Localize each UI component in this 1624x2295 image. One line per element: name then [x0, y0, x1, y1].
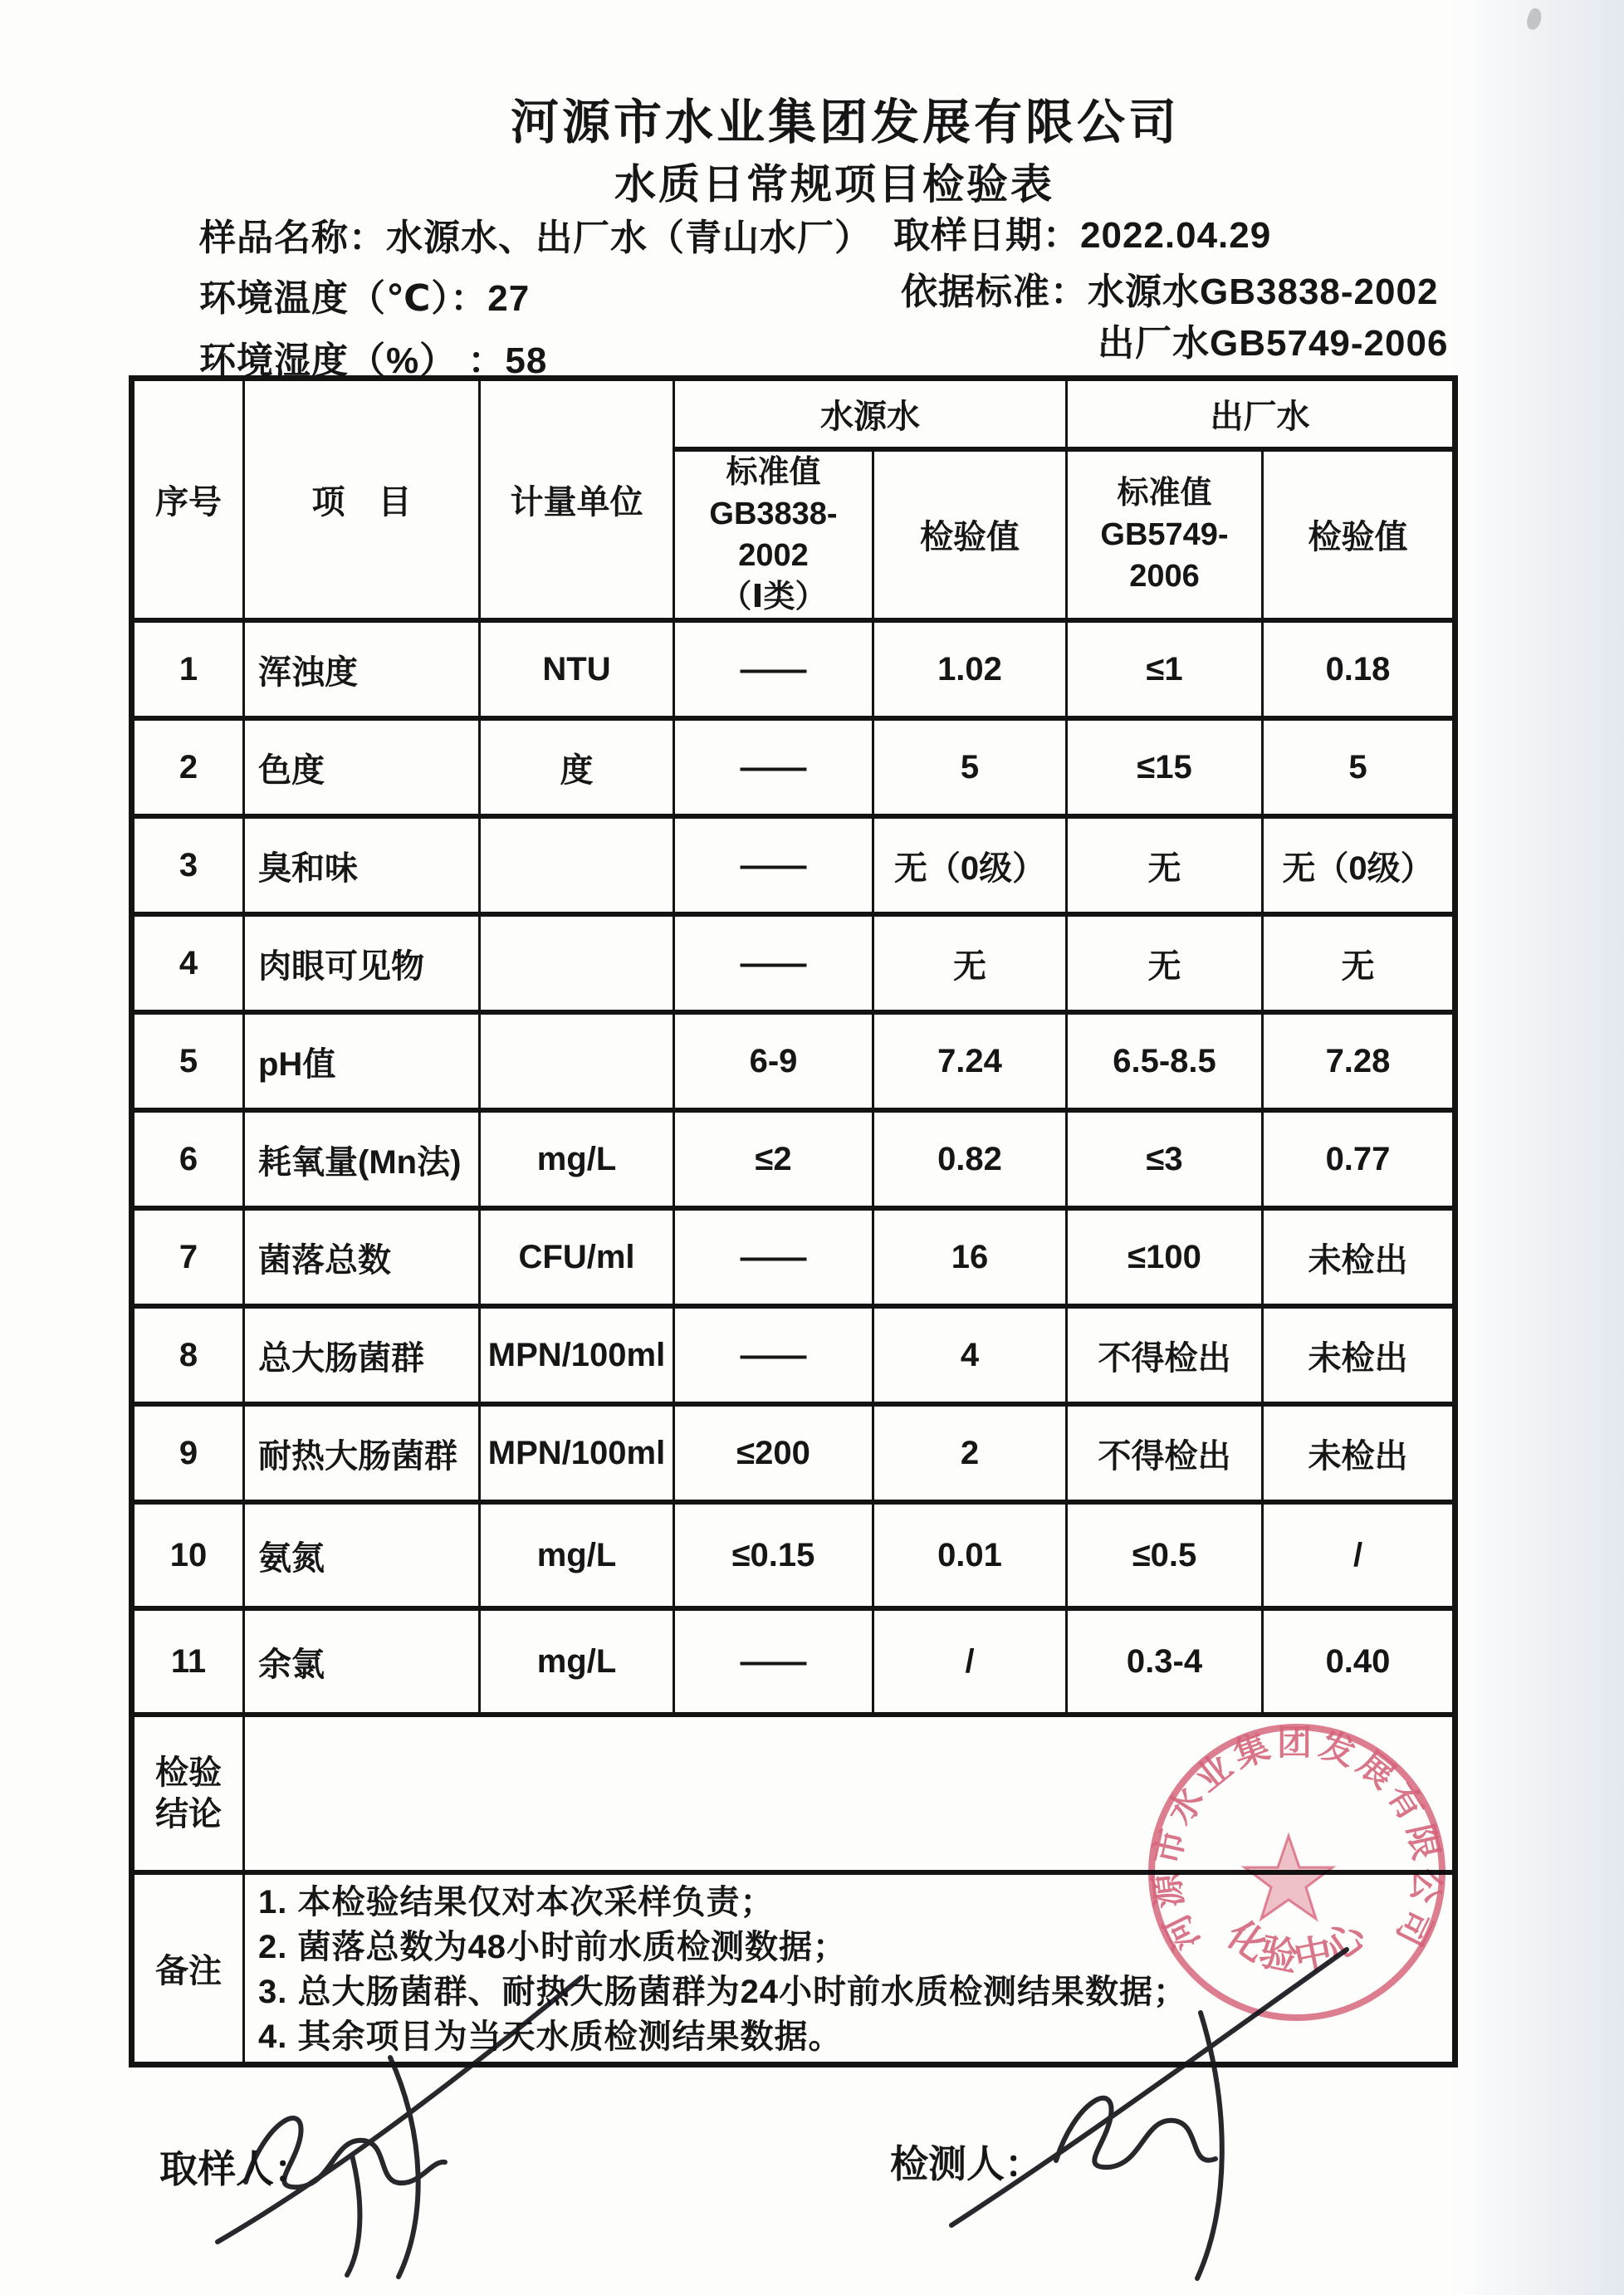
col-header-unit: 计量单位	[480, 379, 674, 621]
scan-shadow-right	[1450, 0, 1624, 2295]
remark-row	[132, 1872, 1455, 2064]
env-humidity-value: 58	[505, 340, 548, 381]
sampler-label: 取样人：	[159, 2147, 312, 2190]
sample-name-label: 样品名称：	[199, 218, 386, 258]
table-row	[132, 1404, 1455, 1502]
cell-fac_std: 6.5-8.5	[1067, 1012, 1263, 1110]
cell-fac_std: 不得检出	[1067, 1404, 1263, 1502]
cell-fac_val: 无	[1263, 914, 1455, 1012]
cell-no: 2	[132, 718, 244, 816]
conclusion-label	[132, 1715, 244, 1872]
cell-no: 9	[132, 1404, 244, 1502]
cell-src_val: /	[873, 1608, 1067, 1715]
cell-no: 1	[132, 620, 244, 718]
standard-source-value: 水源水GB3838-2002	[1088, 272, 1439, 312]
conclusion-row	[132, 1715, 1455, 1872]
cell-fac_std: ≤100	[1067, 1208, 1263, 1306]
stamp-ring-text: 河源市水业集团发展有限公司	[1146, 1722, 1448, 1957]
cell-fac_std: ≤0.5	[1067, 1502, 1263, 1608]
cell-fac_val: 未检出	[1263, 1306, 1455, 1404]
remark-line-1: 1. 本检验结果仅对本次采样负责；	[258, 1884, 775, 1921]
factory-standard-line2: GB5749-2006	[1100, 516, 1229, 594]
table-row	[132, 620, 1455, 718]
cell-unit: CFU/ml	[480, 1208, 674, 1306]
cell-src_std: ——	[674, 816, 873, 914]
env-temp-label: 环境温度（℃）：	[199, 278, 488, 319]
cell-fac_std: ≤15	[1067, 718, 1263, 816]
cell-src_std: ——	[674, 1208, 873, 1306]
conclusion-value-cell	[244, 1715, 1455, 1872]
table-body	[132, 620, 1455, 1715]
col-header-index: 序号	[132, 379, 244, 621]
table-row	[132, 718, 1455, 816]
cell-unit	[480, 816, 674, 914]
cell-fac_std: ≤1	[1067, 620, 1263, 718]
cell-unit	[480, 914, 674, 1012]
cell-src_val: 1.02	[873, 620, 1067, 718]
table-row	[132, 1208, 1455, 1306]
cell-item: pH值	[244, 1012, 480, 1110]
remark-cell	[244, 1872, 1455, 2064]
cell-unit: 度	[480, 718, 674, 816]
cell-fac_val: 0.40	[1263, 1608, 1455, 1715]
cell-src_std: ≤2	[674, 1110, 873, 1208]
cell-fac_std: ≤3	[1067, 1110, 1263, 1208]
cell-item: 余氯	[244, 1608, 480, 1715]
table-row	[132, 1306, 1455, 1404]
cell-fac_val: 0.77	[1263, 1110, 1455, 1208]
remark-line-4: 4. 其余项目为当天水质检测结果数据。	[258, 2019, 843, 2056]
cell-src_std: 6-9	[674, 1012, 873, 1110]
cell-src_val: 0.82	[873, 1110, 1067, 1208]
cell-item: 肉眼可见物	[244, 914, 480, 1012]
cell-item: 耗氧量(Mn法)	[244, 1110, 480, 1208]
cell-item: 臭和味	[244, 816, 480, 914]
cell-src_val: 0.01	[873, 1502, 1067, 1608]
cell-item: 色度	[244, 718, 480, 816]
cell-src_std: ——	[674, 914, 873, 1012]
standard-factory-value: 出厂水GB5749-2006	[1098, 323, 1449, 364]
table-row	[132, 816, 1455, 914]
cell-item: 耐热大肠菌群	[244, 1404, 480, 1502]
sampling-date-line	[893, 205, 1271, 258]
cell-unit: mg/L	[480, 1608, 674, 1715]
cell-src_std: ≤200	[674, 1404, 873, 1502]
cell-fac_val: 未检出	[1263, 1208, 1455, 1306]
cell-src_std: ——	[674, 1306, 873, 1404]
cell-unit: MPN/100ml	[480, 1404, 674, 1502]
cell-fac_std: 0.3-4	[1067, 1608, 1263, 1715]
factory-standard-line1: 标准值	[1117, 475, 1212, 511]
col-group-source-water: 水源水	[674, 379, 1067, 449]
col-header-factory-standard	[1067, 449, 1263, 621]
standard-label: 依据标准：	[901, 272, 1088, 312]
inspection-table	[129, 375, 1458, 2067]
cell-src_std: ——	[674, 1608, 873, 1715]
table-row	[132, 1608, 1455, 1715]
cell-unit: mg/L	[480, 1110, 674, 1208]
table-row	[132, 914, 1455, 1012]
cell-no: 7	[132, 1208, 244, 1306]
sample-name-line	[199, 208, 872, 261]
cell-fac_val: 无（0级）	[1263, 816, 1455, 914]
scan-artifact	[1524, 7, 1543, 32]
cell-src_val: 无	[873, 914, 1067, 1012]
cell-unit: mg/L	[480, 1502, 674, 1608]
cell-unit	[480, 1012, 674, 1110]
cell-fac_std: 无	[1067, 816, 1263, 914]
cell-no: 8	[132, 1306, 244, 1404]
col-header-item: 项 目	[244, 379, 480, 621]
col-header-source-standard	[674, 449, 873, 621]
cell-fac_std: 无	[1067, 914, 1263, 1012]
cell-src_val: 2	[873, 1404, 1067, 1502]
stamp-center-text: 化验中心	[1219, 1911, 1375, 1980]
cell-src_val: 无（0级）	[873, 816, 1067, 914]
source-standard-line2: GB3838-2002	[709, 496, 838, 573]
standard-factory-line	[1098, 313, 1448, 366]
cell-src_std: ——	[674, 718, 873, 816]
col-group-factory-water: 出厂水	[1067, 379, 1455, 449]
company-title: 河源市水业集团发展有限公司	[511, 95, 1181, 149]
cell-src_std: ≤0.15	[674, 1502, 873, 1608]
cell-fac_std: 不得检出	[1067, 1306, 1263, 1404]
col-header-factory-value: 检验值	[1263, 449, 1455, 621]
tester-label: 检测人：	[890, 2142, 1043, 2185]
remark-line-2: 2. 菌落总数为48小时前水质检测数据；	[258, 1929, 847, 1966]
cell-no: 5	[132, 1012, 244, 1110]
cell-fac_val: 7.28	[1263, 1012, 1455, 1110]
cell-fac_val: 0.18	[1263, 620, 1455, 718]
sampling-date-value: 2022.04.29	[1080, 215, 1272, 256]
table-row	[132, 1110, 1455, 1208]
cell-no: 4	[132, 914, 244, 1012]
conclusion-label-line1: 检验	[155, 1754, 222, 1792]
cell-item: 氨氮	[244, 1502, 480, 1608]
remark-line-3: 3. 总大肠菌群、耐热大肠菌群为24小时前水质检测结果数据；	[258, 1974, 1187, 2011]
table-row	[132, 1012, 1455, 1110]
conclusion-label-line2: 结论	[155, 1796, 222, 1833]
cell-unit: NTU	[480, 620, 674, 718]
cell-no: 10	[132, 1502, 244, 1608]
cell-no: 3	[132, 816, 244, 914]
cell-src_val: 7.24	[873, 1012, 1067, 1110]
standard-line	[901, 262, 1438, 315]
sampling-date-label: 取样日期：	[893, 215, 1080, 256]
cell-fac_val: /	[1263, 1502, 1455, 1608]
env-humidity-label: 环境湿度（%） ：	[199, 340, 506, 381]
source-standard-line1: 标准值	[726, 454, 821, 490]
cell-src_std: ——	[674, 620, 873, 718]
env-temp-line	[199, 268, 530, 321]
source-standard-line3: （Ⅰ类）	[720, 579, 827, 614]
col-header-source-value: 检验值	[873, 449, 1067, 621]
cell-item: 菌落总数	[244, 1208, 480, 1306]
cell-src_val: 5	[873, 718, 1067, 816]
cell-no: 11	[132, 1608, 244, 1715]
remark-label: 备注	[132, 1872, 244, 2064]
cell-item: 总大肠菌群	[244, 1306, 480, 1404]
table-header-row-groups	[132, 379, 1455, 449]
cell-item: 浑浊度	[244, 620, 480, 718]
table-row	[132, 1502, 1455, 1608]
cell-src_val: 4	[873, 1306, 1067, 1404]
cell-fac_val: 未检出	[1263, 1404, 1455, 1502]
report-title: 水质日常规项目检验表	[614, 161, 1054, 208]
cell-no: 6	[132, 1110, 244, 1208]
cell-src_val: 16	[873, 1208, 1067, 1306]
env-temp-value: 27	[487, 278, 531, 319]
sample-name-value: 水源水、出厂水（青山水厂）	[386, 218, 872, 258]
cell-fac_val: 5	[1263, 718, 1455, 816]
cell-unit: MPN/100ml	[480, 1306, 674, 1404]
